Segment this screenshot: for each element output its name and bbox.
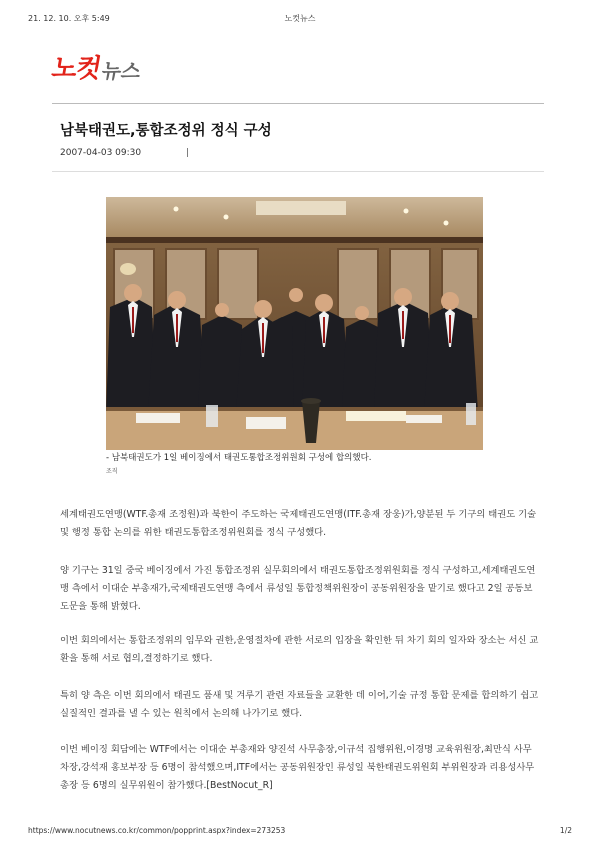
print-datetime: 21. 12. 10. 오후 5:49	[28, 14, 110, 23]
article-paragraph-3: 이번 회의에서는 통합조정위의 임무와 권한,운영절차에 관한 서로의 입장을 확인한 뒤 차기 회의 일자와 장소는 서신 교환을 통해 서로 협의,결정하기로 했다.	[60, 635, 539, 664]
print-footer-url: https://www.nocutnews.co.kr/common/popprint.aspx?index=273253	[28, 826, 286, 835]
dateline-separator: |	[185, 148, 190, 158]
nocut-news-logo[interactable]	[49, 48, 143, 84]
article-paragraph-5: 이번 베이징 회담에는 WTF에서는 이대순 부총재와 양진석 사무총장,이규석 집행위원,이경명 교육위원장,최만식 사무차장,강석재 홍보부장 등 6명이 참석했으며,ITF에서는 공동위원장인 류성일 북한태권도위원회 부위원장과 리용성사무총장 등 6명의 실무위원이 참가했다.[BestNocut_R]	[60, 744, 535, 791]
print-header	[0, 13, 600, 27]
article-photo	[106, 197, 483, 450]
photo-credit: 조직	[106, 468, 118, 475]
dateline-divider	[52, 171, 544, 172]
print-footer-page-number: 1/2	[559, 826, 572, 835]
logo-news-text: 뉴스	[100, 59, 143, 83]
photo-caption: - 남북태권도가 1일 베이징에서 태권도통합조정위원회 구성에 합의했다.	[106, 453, 372, 463]
article-headline: 남북태권도,통합조정위 정식 구성	[60, 123, 272, 139]
article-paragraph-1: 세계태권도연맹(WTF.총재 조정원)과 북한이 주도하는 국제태권도연맹(ITF.총재 장웅)가,양분된 두 기구의 태권도 기술 및 행정 통합 논의를 위한 태권도통합조정위원회를 정식 구성했다.	[60, 509, 537, 538]
article-paragraph-2: 양 기구는 31일 중국 베이징에서 가진 통합조정위 실무회의에서 태권도통합조정위원회를 정식 구성하고,세계태권도연맹 측에서 이대순 부총재가,국제태권도연맹 측에서 류성일 통합정책위원장이 공동위원장을 맡기로 했다고 2일 공동보도문을 통해 밝혔다.	[60, 565, 536, 612]
logo-nocut-text: 노컷	[49, 54, 103, 84]
header-divider	[52, 103, 544, 104]
article-paragraph-4: 특히 양 측은 이번 회의에서 태권도 품새 및 겨루기 관련 자료들을 교환한 데 이어,기술 규정 통합 문제를 합의하기 쉽고 실질적인 결과를 낼 수 있는 원칙에서 논의해 나가기로 했다.	[60, 690, 539, 719]
article-dateline	[60, 148, 189, 158]
print-page-title: 노컷뉴스	[284, 14, 316, 23]
article-date: 2007-04-03 09:30	[60, 148, 142, 158]
